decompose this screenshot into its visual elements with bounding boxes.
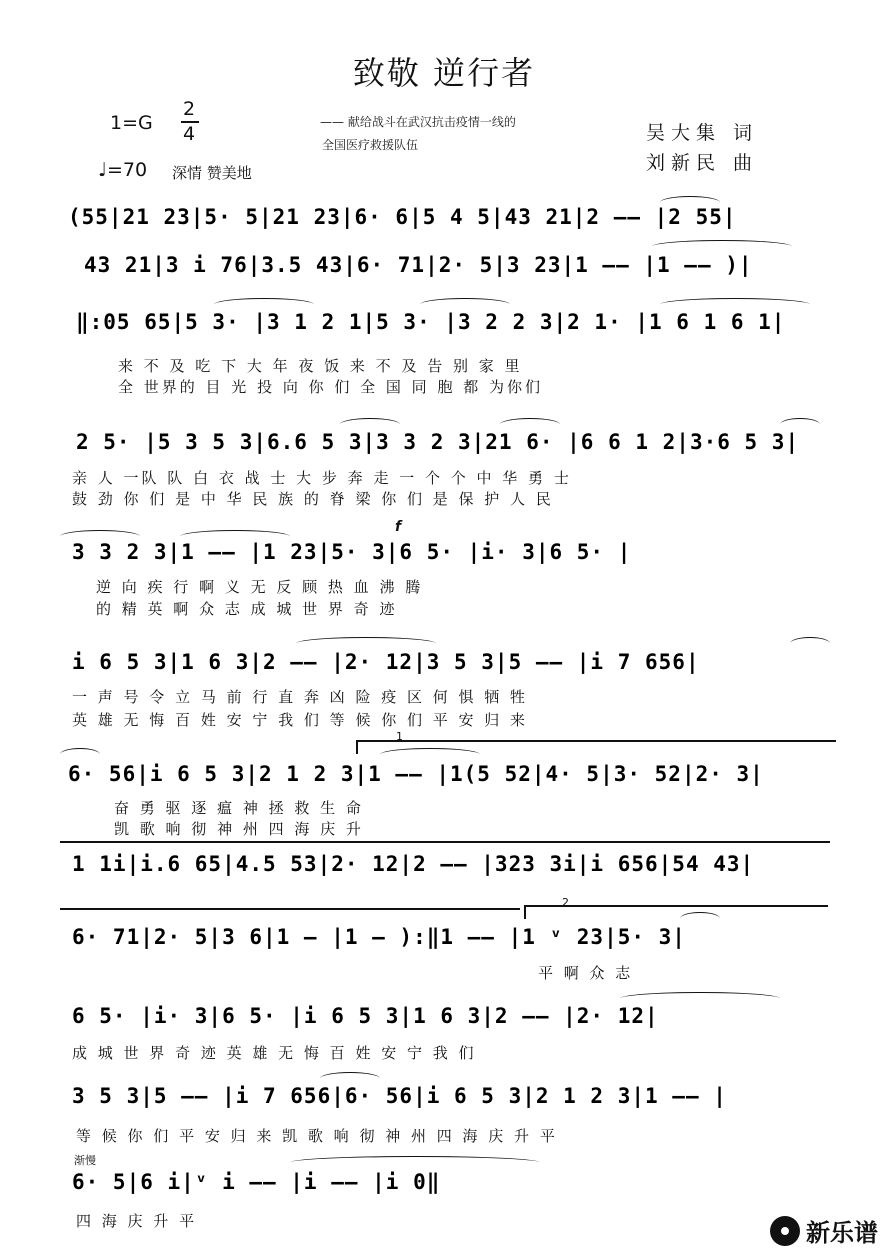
staff-line-9: 6· 71|2· 5|3 6|1 — |1 — ):‖1 —— |1 ᵛ 23|5· 3|: [72, 925, 686, 949]
staff-5-lyrics-verse-2: 的 精 英 啊 众 志 成 城 世 界 奇 迹: [96, 600, 398, 618]
staff-7-lyrics-verse-1: 奋 勇 驱 逐 瘟 神 拯 救 生 命: [114, 799, 364, 817]
lyricist-credit: 吴大集 词: [646, 122, 759, 144]
dedication-line-2: 全国医疗救援队伍: [322, 138, 419, 152]
volta-1-label: 1: [396, 730, 403, 743]
composer-credit: 刘新民 曲: [646, 152, 759, 174]
staff-line-8: 1 1i|i.6 65|4.5 53|2· 12|2 —— |323 3i|i 656|54 43|: [72, 852, 755, 876]
staff-3-lyrics-verse-2: 全 世界的 目 光 投 向 你 们 全 国 同 胞 都 为你们: [118, 378, 543, 396]
logo-text: 新乐谱: [806, 1219, 878, 1247]
staff-5-lyrics-verse-1: 逆 向 疾 行 啊 义 无 反 顾 热 血 沸 腾: [96, 578, 424, 596]
staff-3-lyrics-verse-1: 来 不 及 吃 下 大 年 夜 饭 来 不 及 告 别 家 里: [118, 357, 523, 375]
staff-line-11: 3 5 3|5 —— |i 7 656|6· 56|i 6 5 3|2 1 2 3|1 —— |: [72, 1084, 727, 1108]
staff-line-4: 2 5· |5 3 5 3|6.6 5 3|3 3 2 3|21 6· |6 6 1 2|3·6 5 3|: [76, 430, 800, 454]
staff-line-12: 6· 5|6 i|ᵛ i —— |i —— |i 0‖: [72, 1170, 441, 1194]
staff-4-lyrics-verse-2: 鼓 劲 你 们 是 中 华 民 族 的 脊 梁 你 们 是 保 护 人 民: [72, 490, 554, 508]
time-signature-bottom: 4: [183, 123, 196, 145]
staff-6-lyrics-verse-2: 英 雄 无 悔 百 姓 安 宁 我 们 等 候 你 们 平 安 归 来: [72, 711, 529, 729]
staff-line-3: ‖:05 65|5 3· |3 1 2 1|5 3· |3 2 2 3|2 1· |1 6 1 6 1|: [76, 310, 786, 334]
key-signature: 1=G: [110, 112, 153, 134]
staff-line-7: 6· 56|i 6 5 3|2 1 2 3|1 —— |1(5 52|4· 5|3· 52|2· 3|: [68, 762, 764, 786]
staff-line-1: (55|21 23|5· 5|21 23|6· 6|5 4 5|43 21|2 —— |2 55|: [68, 205, 737, 229]
time-signature-top: 2: [183, 98, 196, 120]
staff-line-2: 43 21|3 i 76|3.5 43|6· 71|2· 5|3 23|1 —— |1 —— )|: [84, 253, 753, 277]
staff-6-lyrics-verse-1: 一 声 号 令 立 马 前 行 直 奔 凶 险 疫 区 何 惧 牺 牲: [72, 688, 529, 706]
ritardando-mark: 渐慢: [74, 1154, 96, 1167]
staff-line-10: 6 5· |i· 3|6 5· |i 6 5 3|1 6 3|2 —— |2· 12|: [72, 1004, 659, 1028]
staff-4-lyrics-verse-1: 亲 人 一队 队 白 衣 战 士 大 步 奔 走 一 个 个 中 华 勇 士: [72, 469, 572, 487]
tempo-mark: ♩=70: [98, 159, 148, 181]
staff-7-lyrics-verse-2: 凯 歌 响 彻 神 州 四 海 庆 升: [114, 820, 364, 838]
staff-9-lyrics: 平 啊 众 志: [538, 964, 634, 982]
record-disc-icon: [770, 1216, 800, 1246]
dynamic-forte: f: [395, 519, 402, 535]
volta-2-label: 2: [562, 896, 569, 909]
expression-mark: 深情 赞美地: [172, 164, 252, 182]
site-logo: [770, 1213, 878, 1248]
staff-line-5: 3 3 2 3|1 —— |1 23|5· 3|6 5· |i· 3|6 5· |: [72, 540, 632, 564]
staff-line-6: i 6 5 3|1 6 3|2 —— |2· 12|3 5 3|5 —— |i 7 656|: [72, 650, 700, 674]
song-title: 致敬 逆行者: [352, 54, 536, 92]
staff-12-lyrics: 四 海 庆 升 平: [76, 1212, 198, 1230]
staff-11-lyrics: 等 候 你 们 平 安 归 来 凯 歌 响 彻 神 州 四 海 庆 升 平: [76, 1127, 558, 1145]
staff-10-lyrics: 成 城 世 界 奇 迹 英 雄 无 悔 百 姓 安 宁 我 们: [72, 1044, 477, 1062]
dedication-line-1: —— 献给战斗在武汉抗击疫情一线的: [320, 115, 516, 129]
